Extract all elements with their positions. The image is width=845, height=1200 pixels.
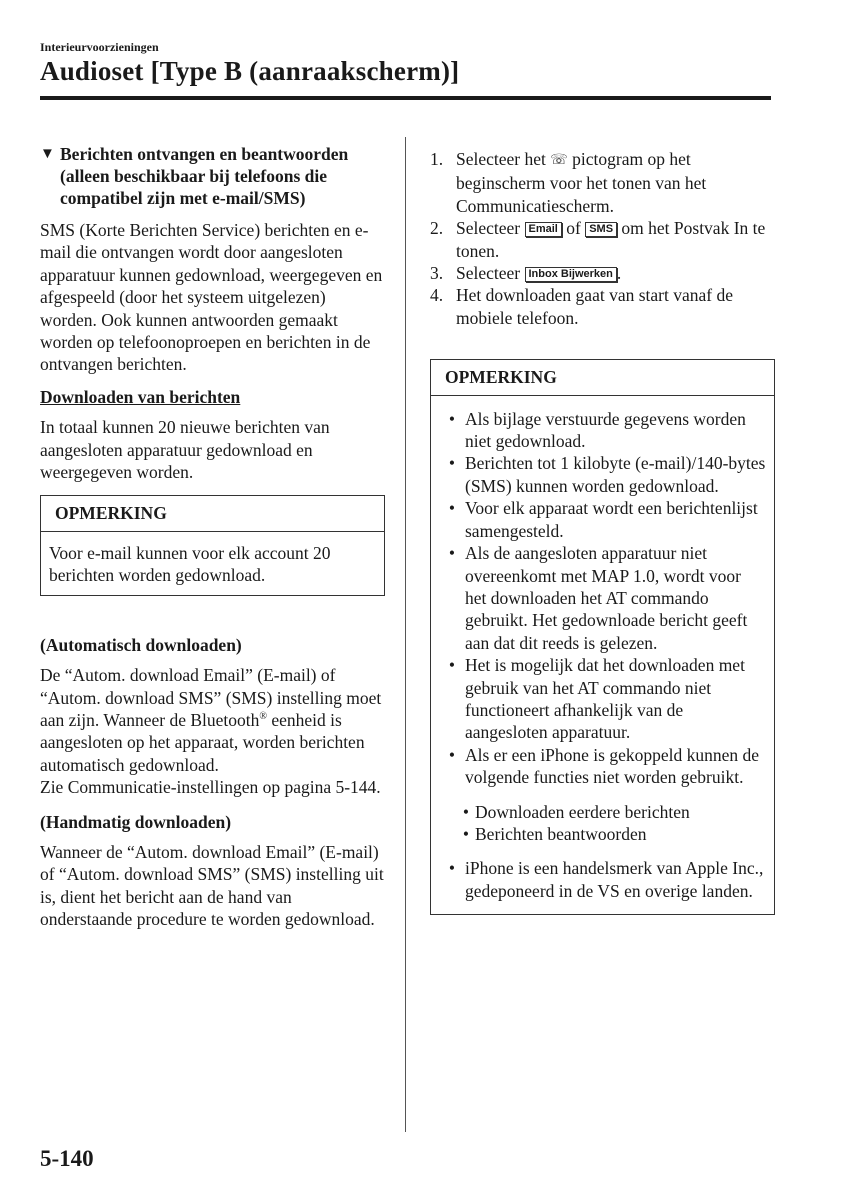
- list-item: [457, 801, 766, 823]
- bullet-dot: •: [462, 801, 470, 822]
- note-box-email: [40, 495, 385, 595]
- column-divider: [405, 137, 406, 1132]
- note-body: Voor e-mail kunnen voor elk account 20 berichten worden gedownload.: [49, 542, 331, 586]
- bullet-dot: •: [448, 498, 456, 519]
- bullet-dot: •: [448, 655, 456, 676]
- auto-text-b: eenheid is aangesloten op het apparaat, worden berichten automatisch gedownload.: [40, 709, 365, 775]
- step-text: Het downloaden gaat van start vanaf de mobiele telefoon.: [456, 285, 733, 328]
- step-number: 2.: [430, 218, 444, 239]
- bullet-dot: •: [448, 408, 456, 429]
- step-number: 3.: [430, 263, 444, 284]
- procedure-steps: [430, 148, 775, 329]
- list-item: [439, 857, 766, 902]
- list-item-text: Als bijlage verstuurde gegevens worden niet gedownload.: [465, 408, 746, 452]
- step-text: [456, 262, 775, 284]
- download-heading: Downloaden van berichten: [40, 386, 241, 407]
- list-item-text: iPhone is een handelsmerk van Apple Inc., gedeponeerd in de VS en overige landen.: [465, 858, 764, 901]
- note-title: OPMERKING: [431, 360, 774, 395]
- note-title: OPMERKING: [41, 496, 384, 531]
- step-text: [456, 217, 775, 262]
- step-item: [430, 284, 775, 329]
- list-item: [439, 408, 766, 453]
- auto-text-a: De “Autom. download Email” (E-mail) of “Autom. download SMS” (SMS) instelling moet aan zijn. Wanneer de Bluetooth: [40, 665, 382, 730]
- step-item: [430, 262, 775, 284]
- step-number: 4.: [430, 285, 444, 306]
- header-rule: [40, 96, 771, 100]
- list-item-text: Downloaden eerdere berichten: [475, 801, 690, 822]
- email-button: Email: [525, 222, 562, 237]
- page-title: Audioset [Type B (aanraakscherm)]: [40, 56, 460, 86]
- phone-icon: ☏: [550, 153, 568, 168]
- step-text-pre: Selecteer het: [456, 149, 551, 169]
- step-text-post: pictogram op het beginscherm voor het tonen van het Communicatiescherm.: [456, 149, 707, 216]
- step-text: [456, 148, 775, 217]
- section-heading: [40, 143, 385, 209]
- list-item: [439, 497, 766, 542]
- list-item-text: Het is mogelijk dat het downloaden met gebruik van het AT commando niet functioneert afhankelijk van de aangesloten apparatuur.: [465, 655, 745, 743]
- list-item-text: Berichten tot 1 kilobyte (e-mail)/140-bytes (SMS) kunnen worden gedownload.: [465, 453, 766, 496]
- list-item: [439, 654, 766, 744]
- list-item: [457, 823, 766, 845]
- step-text-mid: of: [561, 218, 586, 239]
- section-heading-text: Berichten ontvangen en beantwoorden (alleen beschikbaar bij telefoons die compatibel zijn met e-mail/SMS): [60, 144, 349, 208]
- note-sub-bullet-list: [457, 801, 766, 846]
- list-item-text: Berichten beantwoorden: [475, 823, 647, 844]
- right-column: [430, 148, 775, 915]
- manual-download-heading: (Handmatig downloaden): [40, 811, 232, 832]
- bullet-dot: •: [462, 823, 470, 844]
- bullet-dot: •: [448, 543, 456, 564]
- download-paragraph: In totaal kunnen 20 nieuwe berichten van aangesloten apparatuur gedownload en weergegeven worden.: [40, 417, 330, 483]
- step-text-post: .: [616, 263, 622, 284]
- registered-mark: ®: [259, 711, 267, 723]
- settings-reference: Zie Communicatie-instellingen op pagina 5-144.: [40, 777, 381, 798]
- triangle-down-icon: ▼: [40, 146, 55, 162]
- note-body: [431, 396, 774, 915]
- step-text-pre: Selecteer: [456, 218, 525, 239]
- step-number: 1.: [430, 149, 444, 169]
- step-text-pre: Selecteer: [456, 263, 525, 284]
- step-item: [430, 148, 775, 217]
- list-item-text: Als er een iPhone is gekoppeld kunnen de volgende functies niet worden gebruikt.: [465, 744, 760, 788]
- bullet-dot: •: [448, 858, 456, 879]
- note-bullet-list: [439, 408, 766, 789]
- section-label: Interieurvoorzieningen: [40, 40, 159, 54]
- note-bullet-list-end: [439, 857, 766, 902]
- bullet-dot: •: [448, 453, 456, 474]
- intro-paragraph: SMS (Korte Berichten Service) berichten en e-mail die ontvangen wordt door aangesloten apparatuur kunnen gedownload, weergegeven en afgespeeld (door het systeem uitgelezen) worden. Ook kunnen antwoorden gemaakt worden op telefoonoproepen en berichten in de ontvangen berichten.: [40, 220, 383, 375]
- auto-download-paragraph: [40, 664, 385, 776]
- step-item: [430, 217, 775, 262]
- list-item: [439, 542, 766, 654]
- bullet-dot: •: [448, 744, 456, 765]
- list-item: [439, 452, 766, 497]
- list-item-text: Voor elk apparaat wordt een berichtenlijst samengesteld.: [465, 498, 758, 541]
- manual-download-paragraph: Wanneer de “Autom. download Email” (E-mail) of “Autom. download SMS” (SMS) instelling uit is, dient het bericht aan de hand van onderstaande procedure te worden gedownload.: [40, 841, 384, 930]
- step-text-post: om het Postvak In te tonen.: [456, 218, 766, 261]
- page-number: 5-140: [40, 1146, 94, 1171]
- sms-button: SMS: [585, 222, 617, 237]
- list-item: [439, 744, 766, 789]
- note-box-download: [430, 359, 775, 915]
- inbox-update-button: Inbox Bijwerken: [525, 267, 617, 282]
- auto-download-heading: (Automatisch downloaden): [40, 634, 242, 655]
- list-item-text: Als de aangesloten apparatuur niet overeenkomt met MAP 1.0, wordt voor het downloaden het AT commando gebruikt. Het gedownloade bericht geeft aan dat dit reeds is gelezen.: [465, 543, 748, 653]
- left-column: [40, 143, 385, 931]
